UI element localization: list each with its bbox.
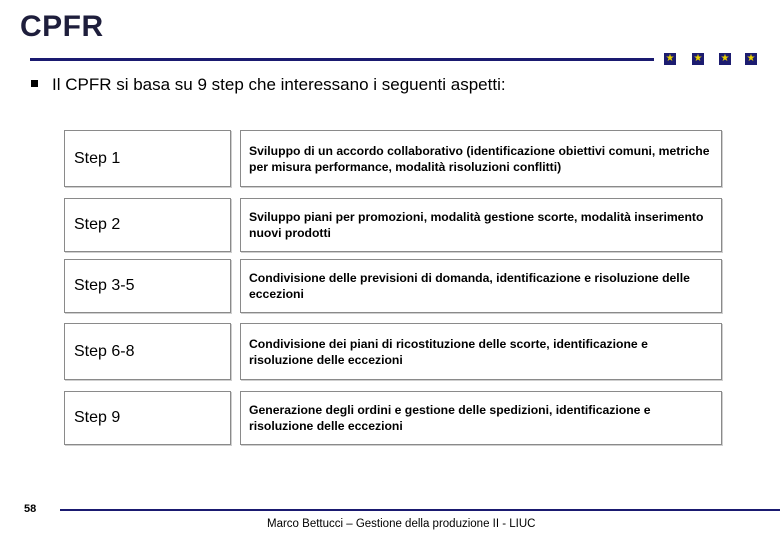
- star-icon: ★: [693, 53, 703, 64]
- step-description: Condivisione delle previsioni di domanda, identificazione e risoluzione delle eccezioni: [240, 259, 722, 313]
- step-label: Step 3-5: [64, 259, 231, 313]
- step-description: Condivisione dei piani di ricostituzione delle scorte, identificazione e risoluzione delle eccezioni: [240, 323, 722, 380]
- footer-divider: [60, 509, 780, 511]
- star-icon: ★: [720, 53, 730, 64]
- step-label: Step 1: [64, 130, 231, 187]
- step-label: Step 6-8: [64, 323, 231, 380]
- square-bullet-icon: [31, 80, 38, 87]
- star-icon: ★: [746, 53, 756, 64]
- step-label: Step 9: [64, 391, 231, 445]
- footer-text: Marco Bettucci – Gestione della produzione II - LIUC: [267, 518, 536, 530]
- step-description: Sviluppo piani per promozioni, modalità gestione scorte, modalità inserimento nuovi prodotti: [240, 198, 722, 252]
- step-label: Step 2: [64, 198, 231, 252]
- star-icon: ★: [665, 53, 675, 64]
- step-description: Generazione degli ordini e gestione delle spedizioni, identificazione e risoluzione delle eccezioni: [240, 391, 722, 445]
- title-divider: [30, 58, 654, 61]
- intro-bullet: [31, 75, 506, 95]
- step-description: Sviluppo di un accordo collaborativo (identificazione obiettivi comuni, metriche per misura performance, modalità risoluzioni conflitti): [240, 130, 722, 187]
- slide-title: CPFR: [20, 10, 104, 43]
- header-decoration: [664, 53, 764, 67]
- intro-text: Il CPFR si basa su 9 step che interessano i seguenti aspetti:: [52, 75, 506, 94]
- page-number: 58: [24, 503, 37, 515]
